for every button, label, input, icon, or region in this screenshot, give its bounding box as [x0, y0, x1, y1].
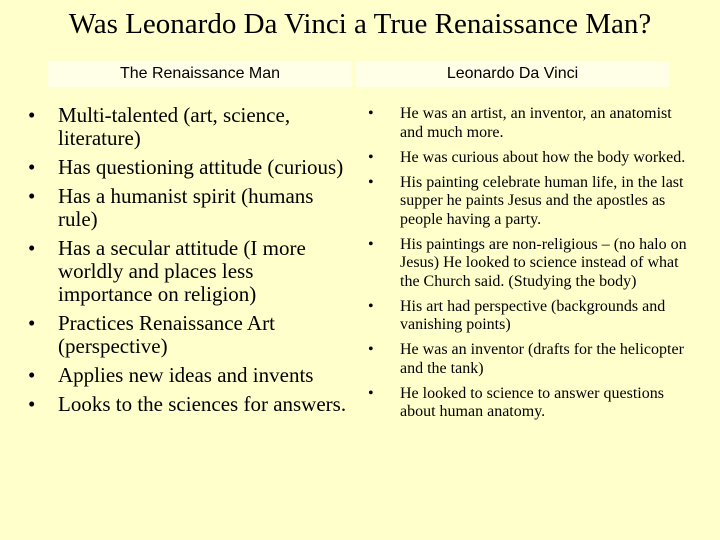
list-item	[28, 184, 348, 231]
leonardo-header: Leonardo Da Vinci	[356, 61, 669, 87]
bullet-icon: •	[28, 155, 36, 179]
bullet-icon: •	[368, 148, 374, 166]
renaissance-man-header: The Renaissance Man	[48, 61, 352, 87]
bullet-icon: •	[28, 392, 36, 416]
list-item	[28, 236, 348, 306]
bullet-icon: •	[368, 173, 374, 191]
list-item-text: He was an artist, an inventor, an anatomist and much more.	[400, 105, 672, 141]
bullet-icon: •	[28, 103, 36, 127]
list-item	[368, 148, 695, 168]
renaissance-man-traits-list	[28, 103, 348, 422]
list-item-text: Practices Renaissance Art (perspective)	[58, 311, 275, 358]
bullet-icon: •	[368, 235, 374, 253]
bullet-icon: •	[368, 297, 374, 315]
list-item-text: He was curious about how the body worked.	[400, 148, 686, 166]
list-item	[368, 384, 695, 422]
list-item-text: His painting celebrate human life, in the last supper he paints Jesus and the apostles as people having a party.	[400, 173, 684, 228]
list-item	[368, 173, 695, 230]
list-item-text: Has a humanist spirit (humans rule)	[58, 184, 314, 231]
list-item-text: Looks to the sciences for answers.	[58, 392, 347, 416]
bullet-icon: •	[28, 311, 36, 335]
bullet-icon: •	[28, 184, 36, 208]
list-item	[368, 341, 695, 378]
list-item	[28, 155, 348, 179]
bullet-icon: •	[368, 105, 374, 122]
list-item	[368, 105, 695, 142]
list-item-text: Has questioning attitude (curious)	[58, 155, 344, 179]
slide-title: Was Leonardo Da Vinci a True Renaissance Man?	[68, 8, 652, 40]
list-item-text: Has a secular attitude (I more worldly and places less importance on religion)	[58, 236, 306, 306]
list-item	[28, 363, 348, 387]
leonardo-traits-list	[368, 105, 695, 428]
list-item	[368, 235, 695, 292]
list-item	[28, 392, 348, 416]
list-item	[28, 311, 348, 358]
list-item-text: Applies new ideas and invents	[58, 363, 314, 387]
list-item-text: Multi-talented (art, science, literature)	[58, 103, 291, 150]
list-item-text: He looked to science to answer questions about human anatomy.	[400, 384, 664, 420]
bullet-icon: •	[28, 363, 36, 387]
list-item	[28, 103, 348, 150]
bullet-icon: •	[28, 236, 36, 260]
list-item-text: He was an inventor (drafts for the helicopter and the tank)	[400, 341, 684, 377]
bullet-icon: •	[368, 384, 374, 402]
list-item-text: His art had perspective (backgrounds and vanishing points)	[400, 297, 666, 333]
list-item-text: His paintings are non-religious – (no halo on Jesus) He looked to science instead of what the Church said. (Studying the body)	[400, 235, 687, 290]
list-item	[368, 297, 695, 335]
bullet-icon: •	[368, 341, 374, 358]
